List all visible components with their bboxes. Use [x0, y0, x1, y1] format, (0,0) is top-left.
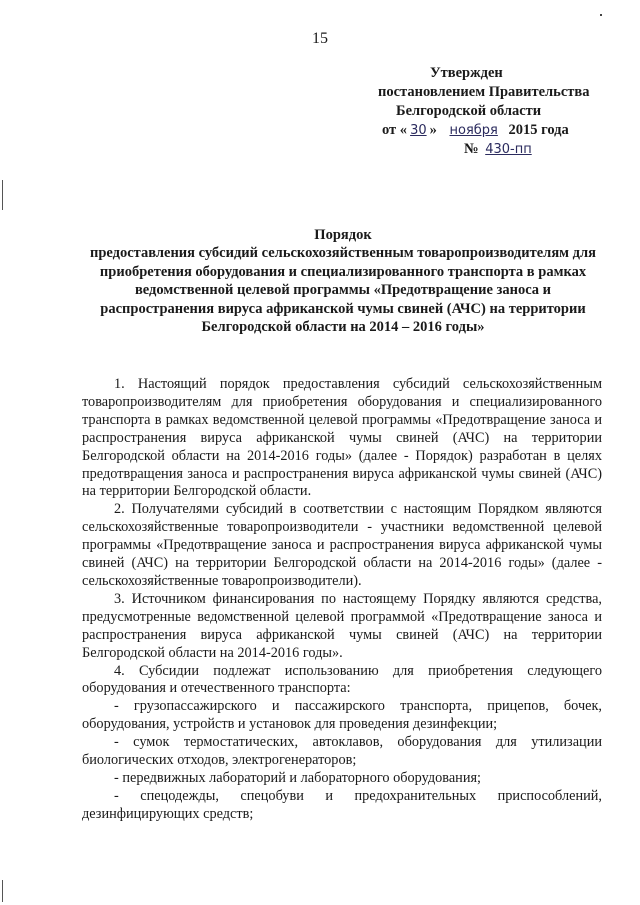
approval-date [360, 121, 620, 140]
paragraph-3: 3. Источником финансирования по настоящему Порядку являются средства, предусмотренные ведомственной целевой программой «Предотвращение заноса и распространения вируса африканской чумы свиней (АЧС) на территории Белгородской области на 2014-2016 годы». [82, 590, 602, 661]
scan-edge-mark [2, 180, 3, 210]
paragraph-2: 2. Получателями субсидий в соответствии с настоящим Порядком являются сельскохозяйственные товаропроизводители - участники ведомственной целевой программы «Предотвращение заноса и распространения вируса африканской чумы свиней (АЧС) на территории Белгородской области на 2014-2016 годы» (далее - сельскохозяйственные товаропроизводители). [82, 501, 602, 589]
date-year: 2015 года [508, 122, 569, 138]
approval-line-3: Белгородской области [396, 103, 542, 119]
approval-line-2: постановлением Правительства [378, 84, 590, 100]
document-title [78, 226, 608, 336]
number-prefix: № [464, 141, 479, 157]
paragraph-1: 1. Настоящий порядок предоставления субсидий сельскохозяйственным товаропроизводителям для приобретения оборудования и специализированного транспорта в рамках ведомственной целевой программы «Предотвращение заноса и распространения вируса африканской чумы свиней (АЧС) на территории Белгородской области на 2014-2016 годы» (далее - Порядок) разработан в целях предотвращения заноса и распространения вируса африканской чумы свиней (АЧС) на территории Белгородской области. [82, 376, 602, 500]
approval-block [360, 64, 620, 159]
date-mid: » [429, 122, 437, 138]
date-month: ноября [449, 123, 498, 138]
paragraph-4: 4. Субсидии подлежат использованию для приобретения следующего оборудования и отечественного транспорта: [82, 662, 602, 697]
date-day: 30 [410, 123, 427, 138]
title-subtitle: предоставления субсидий сельскохозяйственным товаропроизводителям для приобретения оборудования и специализированного транспорта в рамках ведомственной целевой программы «Предотвращение заноса и распространения вируса африканской чумы свиней (АЧС) на территории Белгородской области на 2014 – 2016 годы» [90, 245, 596, 336]
scan-edge-mark [2, 880, 3, 902]
approval-line-1: Утвержден [430, 65, 503, 81]
title-heading: Порядок [314, 227, 372, 243]
list-item: - спецодежды, спецобуви и предохранительных приспособлений, дезинфицирующих средств; [82, 787, 602, 822]
date-prefix: от « [382, 122, 408, 138]
list-item: - передвижных лабораторий и лабораторного оборудования; [114, 769, 482, 786]
approval-number [360, 140, 620, 159]
scan-dot [600, 14, 602, 16]
list-item: - сумок термостатических, автоклавов, оборудования для утилизации биологических отходов, электрогенераторов; [82, 734, 602, 769]
decree-number: 430-пп [485, 142, 532, 157]
page-number: 15 [312, 30, 328, 47]
document-body [82, 376, 602, 824]
list-item: - грузопассажирского и пассажирского транспорта, прицепов, бочек, оборудования, устройств и установок для проведения дезинфекции; [82, 698, 602, 733]
